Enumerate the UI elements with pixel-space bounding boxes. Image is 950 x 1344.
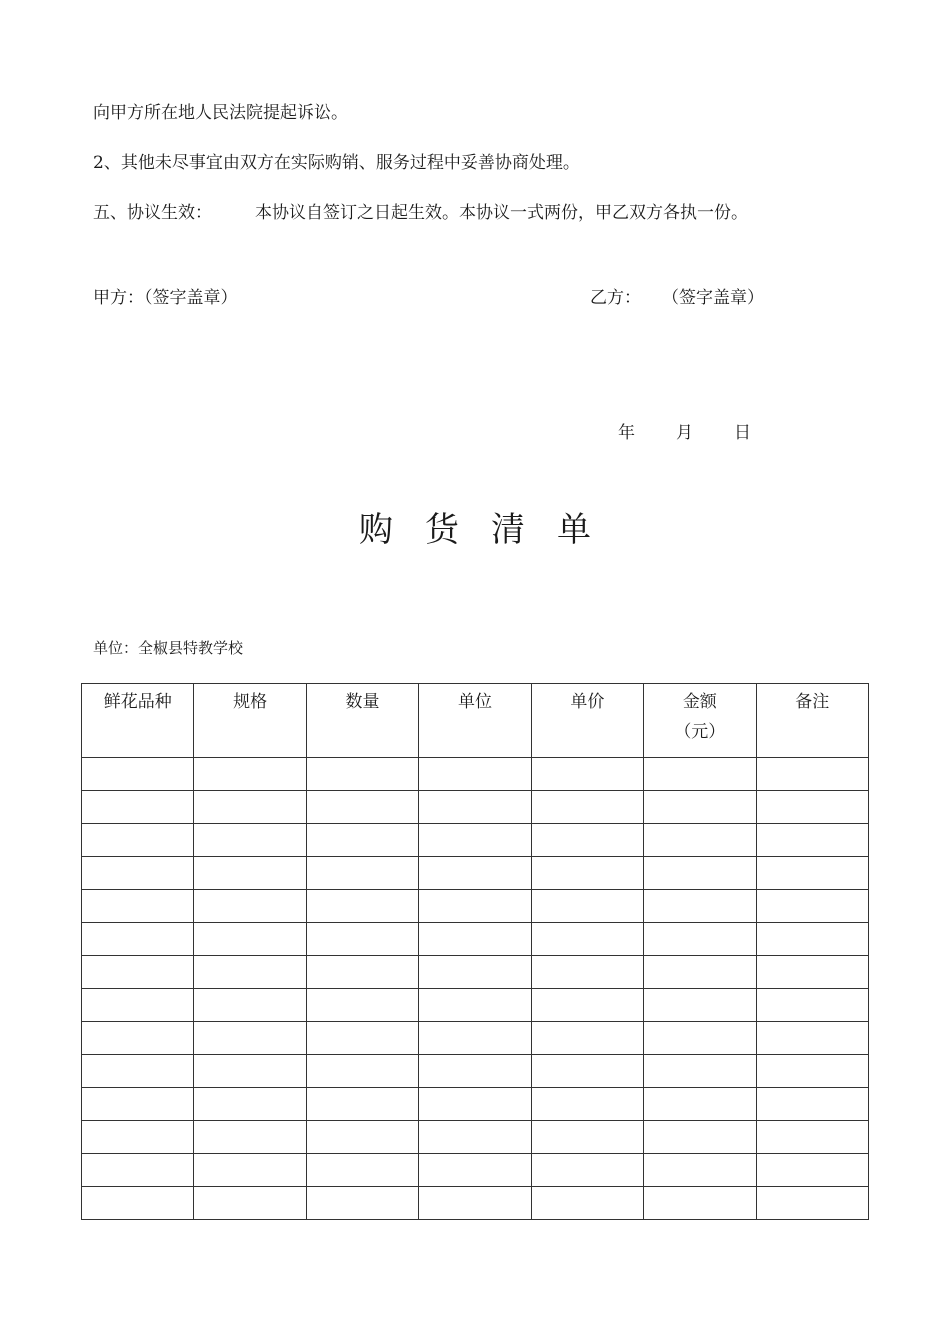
table-cell	[419, 1121, 531, 1154]
table-cell	[644, 923, 756, 956]
table-cell	[306, 1022, 418, 1055]
table-cell	[82, 989, 194, 1022]
table-cell	[419, 1154, 531, 1187]
header-remarks: 备注	[756, 684, 868, 758]
purchase-table	[81, 683, 869, 1220]
table-cell	[756, 1088, 868, 1121]
table-cell	[756, 890, 868, 923]
table-cell	[419, 989, 531, 1022]
table-body	[82, 758, 869, 1220]
table-row	[82, 923, 869, 956]
table-cell	[306, 923, 418, 956]
table-cell	[644, 824, 756, 857]
header-amount	[644, 684, 756, 758]
table-cell	[419, 923, 531, 956]
table-cell	[531, 1088, 643, 1121]
table-cell	[531, 791, 643, 824]
table-cell	[194, 1187, 306, 1220]
table-cell	[756, 923, 868, 956]
table-cell	[82, 824, 194, 857]
table-cell	[644, 1088, 756, 1121]
table-row	[82, 890, 869, 923]
table-cell	[419, 1055, 531, 1088]
party-b-sign: （签字盖章）	[662, 288, 764, 308]
table-cell	[644, 989, 756, 1022]
table-cell	[194, 1154, 306, 1187]
table-cell	[756, 989, 868, 1022]
table-cell	[531, 890, 643, 923]
table-row	[82, 989, 869, 1022]
table-cell	[82, 1154, 194, 1187]
table-cell	[306, 1121, 418, 1154]
table-cell	[756, 1154, 868, 1187]
table-cell	[531, 956, 643, 989]
table-cell	[644, 1154, 756, 1187]
table-row	[82, 1022, 869, 1055]
table-cell	[644, 890, 756, 923]
table-cell	[531, 824, 643, 857]
table-cell	[194, 1088, 306, 1121]
table-cell	[194, 923, 306, 956]
table-cell	[419, 1022, 531, 1055]
party-b-label: 乙方：	[590, 288, 641, 308]
table-cell	[756, 1187, 868, 1220]
page-title: 购货清单	[359, 510, 623, 550]
table-cell	[644, 956, 756, 989]
table-row	[82, 956, 869, 989]
table-cell	[419, 956, 531, 989]
table-cell	[82, 923, 194, 956]
table-cell	[306, 758, 418, 791]
table-cell	[82, 890, 194, 923]
table-cell	[194, 791, 306, 824]
table-cell	[756, 1055, 868, 1088]
clause-text-line-2: 2、其他未尽事宜由双方在实际购销、服务过程中妥善协商处理。	[93, 153, 580, 173]
header-amount-label: 金额	[682, 692, 717, 712]
table-cell	[306, 956, 418, 989]
header-unit-price: 单价	[531, 684, 643, 758]
table-row	[82, 1154, 869, 1187]
table-cell	[644, 1055, 756, 1088]
table-cell	[419, 824, 531, 857]
table-cell	[644, 1121, 756, 1154]
table-cell	[756, 824, 868, 857]
table-cell	[306, 1088, 418, 1121]
table-cell	[306, 857, 418, 890]
table-cell	[419, 1187, 531, 1220]
table-cell	[644, 1187, 756, 1220]
table-cell	[531, 1154, 643, 1187]
table-cell	[644, 1022, 756, 1055]
table-cell	[82, 1055, 194, 1088]
clause-effective	[93, 201, 748, 225]
table-cell	[756, 791, 868, 824]
table-cell	[756, 1022, 868, 1055]
table-cell	[82, 1022, 194, 1055]
table-cell	[306, 791, 418, 824]
header-amount-unit: （元）	[674, 722, 726, 742]
table-cell	[531, 1187, 643, 1220]
table-cell	[531, 1121, 643, 1154]
header-flower-variety: 鲜花品种	[82, 684, 194, 758]
table-cell	[194, 857, 306, 890]
table-row	[82, 1088, 869, 1121]
table-cell	[306, 1154, 418, 1187]
table-cell	[194, 989, 306, 1022]
table-cell	[756, 956, 868, 989]
table-cell	[82, 791, 194, 824]
table-cell	[419, 1088, 531, 1121]
table-cell	[531, 923, 643, 956]
table-cell	[194, 1022, 306, 1055]
table-row	[82, 1187, 869, 1220]
header-unit: 单位	[419, 684, 531, 758]
party-b-signature	[590, 286, 764, 310]
table-cell	[194, 824, 306, 857]
unit-line: 单位：全椒县特教学校	[93, 639, 244, 657]
header-spec: 规格	[194, 684, 306, 758]
table-cell	[419, 857, 531, 890]
table-row	[82, 857, 869, 890]
table-cell	[82, 758, 194, 791]
table-cell	[194, 758, 306, 791]
table-cell	[531, 989, 643, 1022]
table-cell	[644, 791, 756, 824]
table-cell	[531, 1055, 643, 1088]
table-row	[82, 1121, 869, 1154]
table-cell	[194, 956, 306, 989]
table-cell	[531, 857, 643, 890]
clause-text-line-1: 向甲方所在地人民法院提起诉讼。	[93, 103, 348, 123]
table-cell	[756, 1121, 868, 1154]
table-cell	[82, 1088, 194, 1121]
table-cell	[531, 1022, 643, 1055]
table-cell	[644, 857, 756, 890]
header-quantity: 数量	[306, 684, 418, 758]
table-row	[82, 791, 869, 824]
table-cell	[306, 824, 418, 857]
table-cell	[306, 1187, 418, 1220]
table-cell	[756, 857, 868, 890]
table-cell	[531, 758, 643, 791]
table-cell	[82, 857, 194, 890]
date-month: 月	[676, 423, 693, 443]
table-row	[82, 758, 869, 791]
table-cell	[194, 890, 306, 923]
table-cell	[194, 1055, 306, 1088]
table-cell	[419, 758, 531, 791]
table-cell	[194, 1121, 306, 1154]
table-cell	[419, 890, 531, 923]
table-cell	[82, 1121, 194, 1154]
table-cell	[82, 1187, 194, 1220]
date-year: 年	[618, 423, 635, 443]
table-cell	[82, 956, 194, 989]
table-row	[82, 1055, 869, 1088]
table-cell	[756, 758, 868, 791]
table-cell	[419, 791, 531, 824]
table-header-row	[82, 684, 869, 758]
table-cell	[644, 758, 756, 791]
table-cell	[306, 1055, 418, 1088]
table-cell	[306, 890, 418, 923]
clause-effective-label: 五、协议生效：	[93, 203, 212, 223]
table-row	[82, 824, 869, 857]
clause-effective-text: 本协议自签订之日起生效。本协议一式两份，甲乙双方各执一份。	[255, 203, 748, 223]
date-day: 日	[734, 423, 751, 443]
table-cell	[306, 989, 418, 1022]
party-a-signature: 甲方：（签字盖章）	[93, 288, 238, 308]
